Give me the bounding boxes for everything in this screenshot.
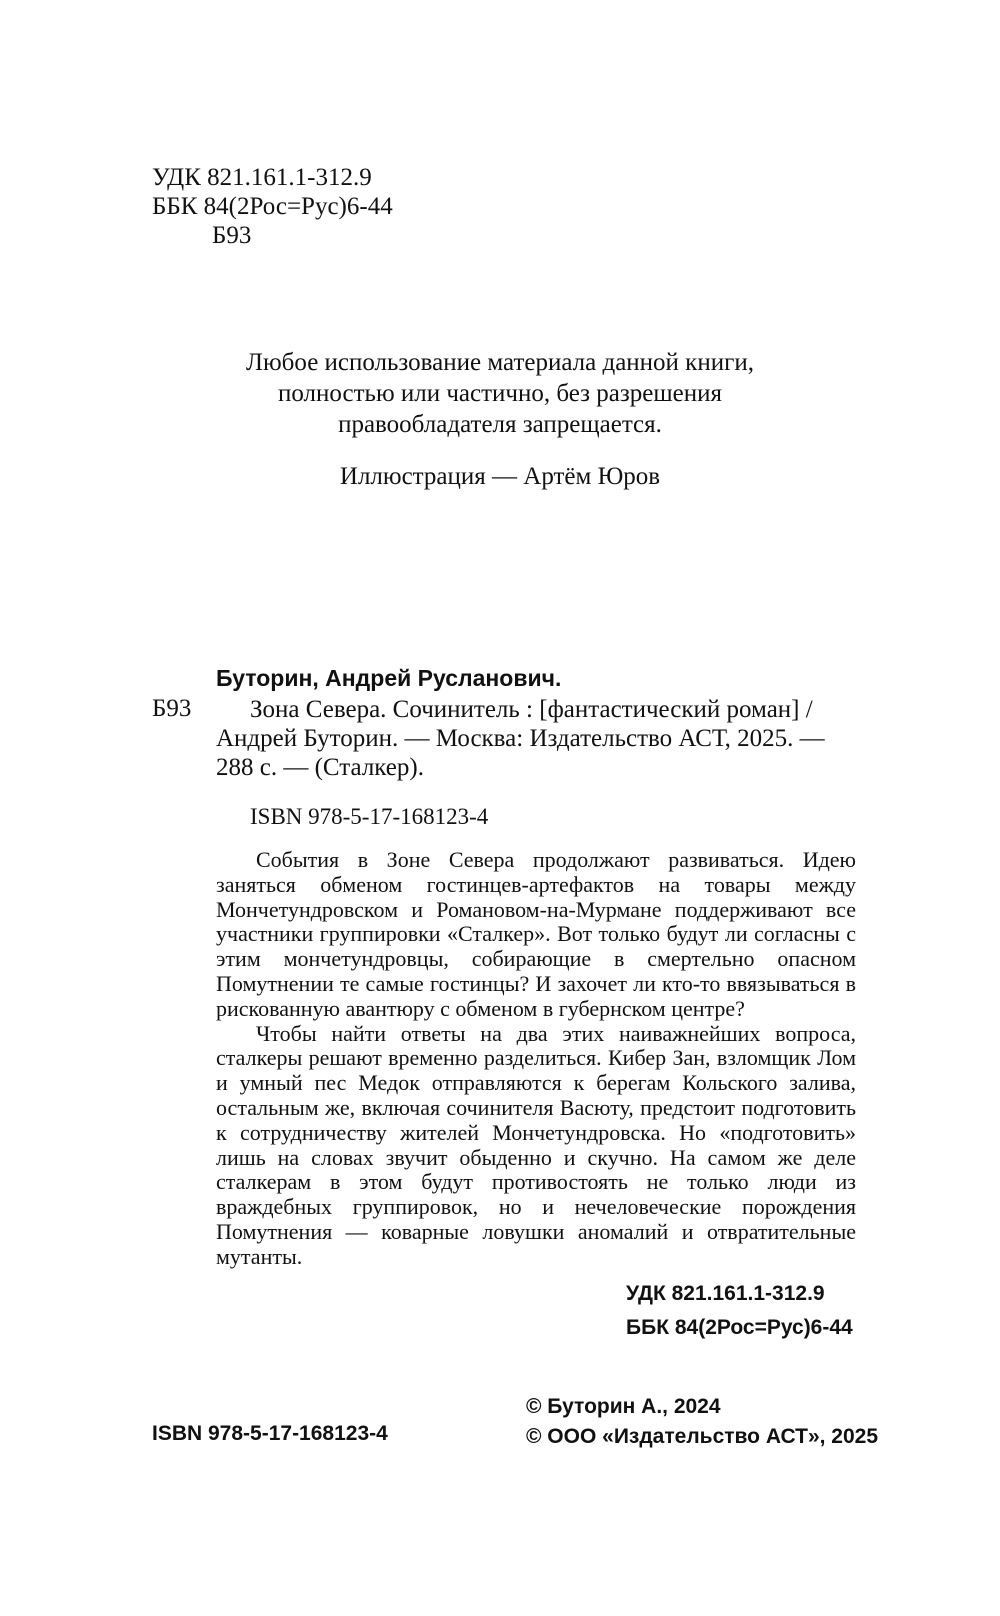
copyright-notice [150, 347, 850, 440]
annotation-paragraph: События в Зоне Севера продолжают развиваться. Идею заняться обменом гостинцев-артефактов на товары между Мончетундровском и Романовом-на-Мурмане поддерживают все участники группировки «Сталкер». Вот только будут ли согласны с этим мончетундровцы, собирающие в смертельно опасном Помутнении те самые гостинцы? И захочет ли кто-то ввязываться в рискованную авантюру с обменом в губернском центре? [216, 847, 856, 1021]
footer-bbk: ББК 84(2Рос=Рус)6-44 [626, 1316, 853, 1339]
bib-line: Зона Севера. Сочинитель : [фантастический роман] / [250, 696, 813, 723]
illustration-credit: Иллюстрация — Артём Юров [339, 463, 661, 490]
copyright-lines [526, 1392, 878, 1452]
bibliographic-description [216, 695, 856, 782]
annotation-paragraph: Чтобы найти ответы на два этих наиважнейших вопроса, сталкеры решают временно разделиться. Кибер Зан, взломщик Лом и умный пес Медок отправляются к берегам Кольского залива, остальным же, включая сочинителя Васюту, предстоит подготовить к сотрудничеству жителей Мончетундровска. Но «подготовить» лишь на словах звучит обыденно и скучно. На самом же деле сталкерам в этом будут противостоять не только люди из враждебных группировок, но и нечеловеческие порождения Помутнения — коварные ловушки аномалий и отвратительные мутанты. [216, 1020, 856, 1269]
catalog-code: Б93 [152, 695, 192, 722]
footer-udk: УДК 821.161.1-312.9 [626, 1282, 825, 1305]
copyright-publisher: © ООО «Издательство АСТ», 2025 [526, 1425, 879, 1448]
bib-line: 288 с. — (Сталкер). [216, 754, 424, 781]
bbk-code: ББК 84(2Рос=Рус)6-44 [152, 193, 393, 220]
author-mark: Б93 [212, 222, 252, 249]
footer-isbn: ISBN 978-5-17-168123-4 [152, 1422, 388, 1445]
notice-line: полностью или частично, без разрешения [278, 380, 722, 407]
annotation [216, 848, 856, 1270]
bib-line: Андрей Буторин. — Москва: Издательство АСТ, 2025. — [216, 725, 825, 752]
udk-code: УДК 821.161.1-312.9 [152, 164, 372, 191]
isbn-catalog: ISBN 978-5-17-168123-4 [250, 804, 489, 829]
classification-block [152, 163, 393, 250]
author-heading: Буторин, Андрей Русланович. [216, 665, 562, 691]
notice-line: Любое использование материала данной книги, [246, 349, 754, 376]
notice-line: правообладателя запрещается. [338, 411, 662, 438]
copyright-author: © Буторин А., 2024 [526, 1395, 721, 1418]
footer-classification [626, 1277, 853, 1345]
